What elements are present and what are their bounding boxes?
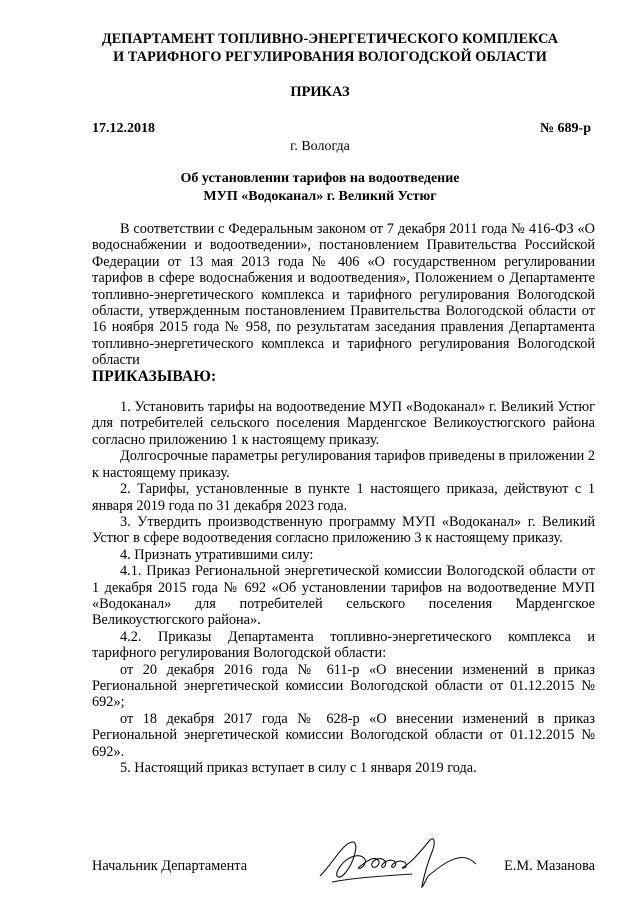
department-title-line1: ДЕПАРТАМЕНТ ТОПЛИВНО-ЭНЕРГЕТИЧЕСКОГО КОМПЛЕКСА — [101, 31, 559, 47]
department-title — [60, 30, 600, 66]
subject-line2: МУП «Водоканал» г. Великий Устюг — [203, 189, 437, 204]
document-date: 17.12.2018 — [92, 121, 155, 136]
signatory-name: Е.М. Мазанова — [504, 858, 595, 874]
handwritten-signature — [312, 832, 482, 892]
document-type: ПРИКАЗ — [290, 84, 350, 100]
item-3: 3. Утвердить производственную программу МУП «Водоканал» г. Великий Устюг в сфере водоотведения согласно приложению 3 к настоящему приказу. — [92, 513, 595, 547]
item-4-2-b: от 18 декабря 2017 года № 628-р «О внесении изменений в приказ Региональной энергетической комиссии Вологодской области от 01.12.2015 № 692». — [92, 710, 595, 760]
signatory-role: Начальник Департамента — [92, 858, 248, 874]
preamble-paragraph: В соответствии с Федеральным законом от 7 декабря 2011 года № 416-ФЗ «О водоснабжении и водоотведении», постановлением Правительства Российской Федерации от 13 мая 2013 года № 406 «О государственном регулировании тарифов в сфере водоснабжения и водоотведения», Положением о Департаменте топливно-энергетического комплекса и тарифного регулирования Вологодской области, утвержденным постановлением Правительства Вологодской области от 16 ноября 2015 года № 958, по результатам заседания правления Департамента топливно-энергетического комплекса и тарифного регулирования Вологодской области — [92, 221, 595, 369]
document-city: г. Вологда — [290, 139, 350, 154]
order-verb: ПРИКАЗЫВАЮ: — [92, 367, 217, 385]
department-title-line2: И ТАРИФНОГО РЕГУЛИРОВАНИЯ ВОЛОГОДСКОЙ ОБЛАСТИ — [113, 49, 547, 65]
document-body — [92, 221, 595, 776]
item-4: 4. Признать утратившими силу: — [120, 546, 314, 563]
item-4-2: 4.2. Приказы Департамента топливно-энергетического комплекса и тарифного регулирования Вологодской области: — [92, 628, 595, 662]
item-1: 1. Установить тарифы на водоотведение МУП «Водоканал» г. Великий Устюг для потребителей сельского поселения Марденгское Великоустюгского района согласно приложению 1 к настоящему приказу. — [92, 399, 595, 448]
order-verb-line — [92, 369, 595, 385]
subject-line1: Об установлении тарифов на водоотведение — [180, 171, 460, 186]
item-4-2-a: от 20 декабря 2016 года № 611-р «О внесении изменений в приказ Региональной энергетической комиссии Вологодской области от 01.12.2015 № 692»; — [92, 661, 595, 711]
spacer — [92, 385, 595, 399]
item-2: 2. Тарифы, установленные в пункте 1 настоящего приказа, действуют с 1 января 2019 года по 31 декабря 2023 года. — [92, 481, 595, 514]
document-subject — [120, 170, 520, 206]
item-1-params: Долгосрочные параметры регулирования тарифов приведены в приложении 2 к настоящему приказу. — [92, 448, 595, 481]
document-number: № 689-р — [539, 121, 591, 136]
item-4-1: 4.1. Приказ Региональной энергетической комиссии Вологодской области от 1 декабря 2015 года № 692 «Об установлении тарифов на водоотведение МУП «Водоканал» для потребителей сельского поселения Марденгское Великоустюгского района». — [92, 563, 595, 629]
item-5: 5. Настоящий приказ вступает в силу с 1 января 2019 года. — [120, 760, 477, 776]
